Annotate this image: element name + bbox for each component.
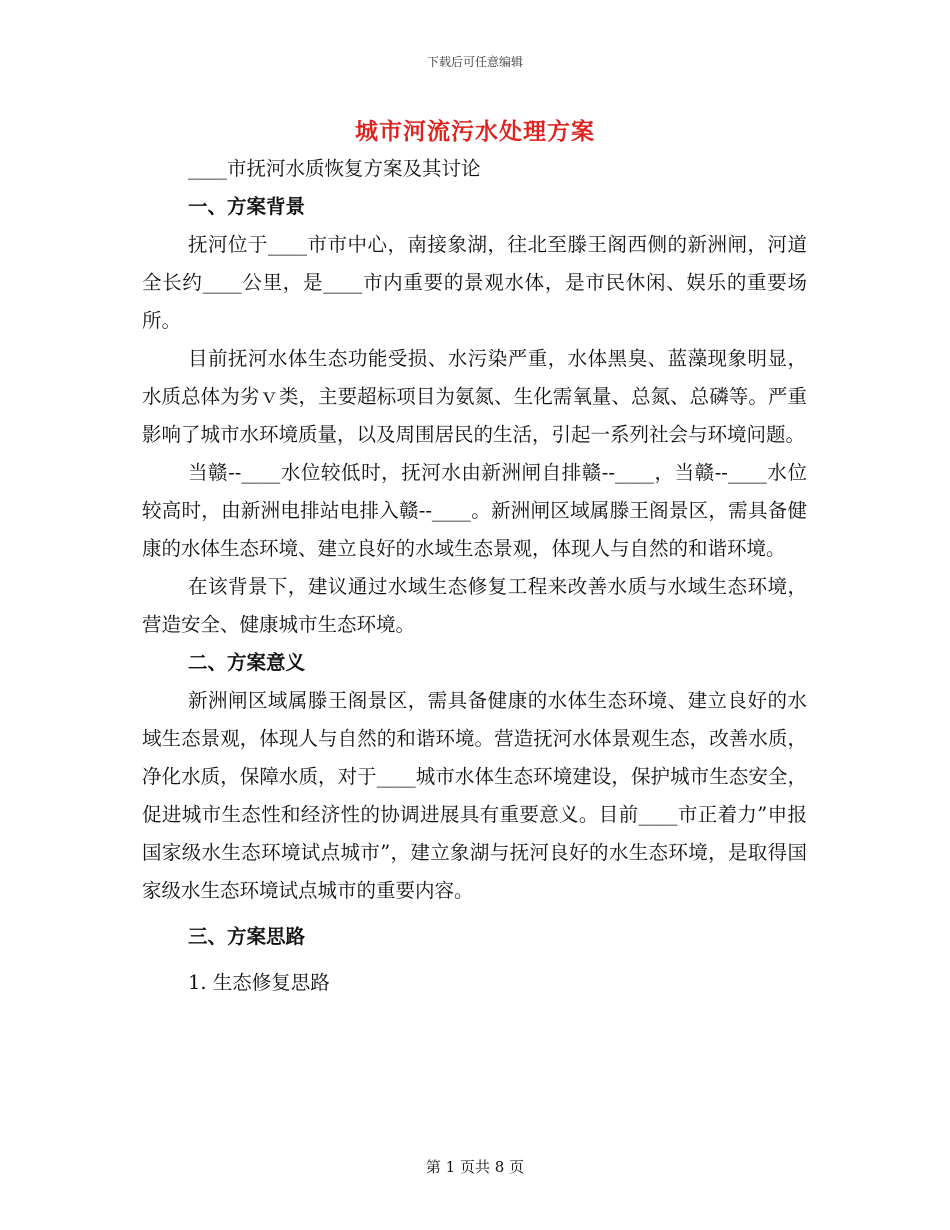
paragraph: 抚河位于____市市中心，南接象湖，往北至滕王阁西侧的新洲闸，河道全长约____公里，是____市内重要的景观水体，是市民休闲、娱乐的重要场所。 — [142, 233, 807, 332]
paragraph: 目前抚河水体生态功能受损、水污染严重，水体黑臭、蓝藻现象明显，水质总体为劣ｖ类，主要超标项目为氨氮、生化需氧量、总氮、总磷等。严重影响了城市水环境质量，以及周围居民的生活，引起一系列社会与环境问题。 — [142, 347, 807, 446]
section-heading-significance: 二、方案意义 — [188, 651, 306, 674]
section-heading-background: 一、方案背景 — [188, 195, 306, 218]
page-footer: 第 1 页共 8 页 — [425, 1158, 525, 1176]
paragraph: 当赣--____水位较低时，抚河水由新洲闸自排赣--____，当赣--____水位较高时，由新洲电排站电排入赣--____。新洲闸区域属滕王阁景区，需具备健康的水体生态环境、建立良好的水域生态景观，体现人与自然的和谐环境。 — [142, 461, 807, 560]
subsection-heading: 1. 生态修复思路 — [188, 971, 330, 994]
section-heading-approach: 三、方案思路 — [188, 925, 306, 948]
paragraph: 在该背景下，建议通过水域生态修复工程来改善水质与水域生态环境，营造安全、健康城市生态环境。 — [142, 575, 807, 636]
paragraph: 新洲闸区域属滕王阁景区，需具备健康的水体生态环境、建立良好的水域生态景观，体现人与自然的和谐环境。营造抚河水体景观生态，改善水质，净化水质，保障水质，对于____城市水体生态环境建设，保护城市生态安全，促进城市生态性和经济性的协调进展具有重要意义。目前____市正着力”申报国家级水生态环境试点城市”，建立象湖与抚河良好的水生态环境，是取得国家级水生态环境试点城市的重要内容。 — [142, 689, 807, 902]
subtitle: ____市抚河水质恢复方案及其讨论 — [188, 157, 481, 180]
document-title: 城市河流污水处理方案 — [355, 118, 595, 145]
document-body — [142, 150, 807, 1002]
page-header: 下载后可任意编辑 — [426, 55, 523, 69]
